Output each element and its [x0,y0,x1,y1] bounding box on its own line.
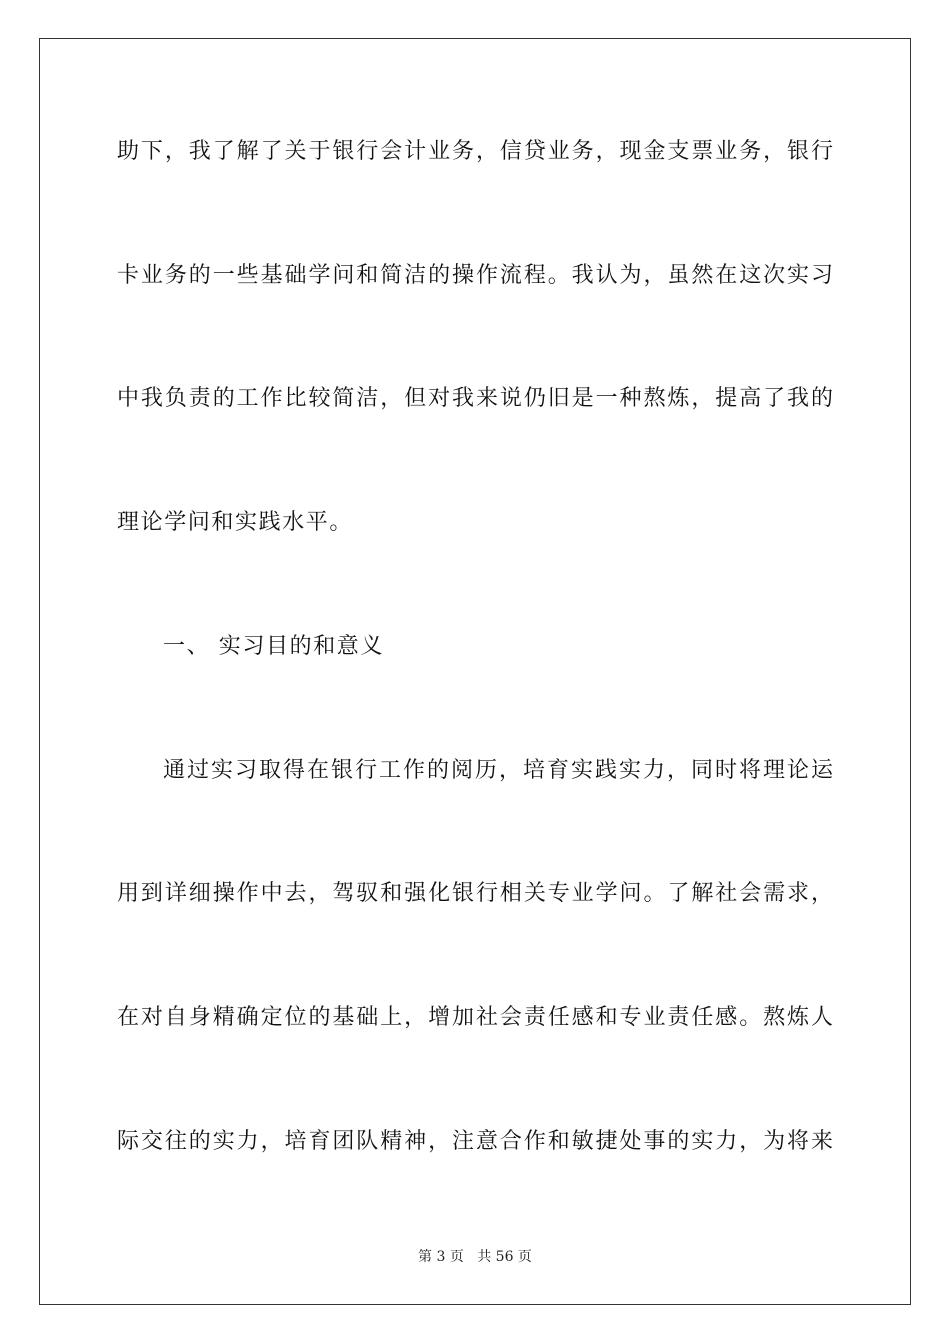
paragraph-line: 在对自身精确定位的基础上，增加社会责任感和专业责任感。熬炼人 [117,1005,833,1030]
paragraph-line: 用到详细操作中去，驾驭和强化银行相关专业学问。了解社会需求， [117,881,833,906]
section-heading: 一、 实习目的和意义 [163,634,384,659]
paragraph-line: 际交往的实力，培育团队精神，注意合作和敏捷处事的实力，为将来 [117,1129,833,1154]
paragraph-line: 卡业务的一些基础学问和简洁的操作流程。我认为，虽然在这次实习 [117,263,833,288]
paragraph-line: 理论学问和实践水平。 [117,510,354,535]
page-footer [0,1248,950,1266]
paragraph-line: 中我负责的工作比较简洁，但对我来说仍旧是一种熬炼，提高了我的 [117,386,833,411]
page-number: 第 3 页 [418,1249,464,1265]
paragraph-line: 通过实习取得在银行工作的阅历，培育实践实力，同时将理论运 [163,758,833,783]
total-pages: 共 56 页 [477,1249,532,1265]
page-border [39,38,911,1305]
paragraph-line: 助下，我了解了关于银行会计业务，信贷业务，现金支票业务，银行 [117,139,833,164]
